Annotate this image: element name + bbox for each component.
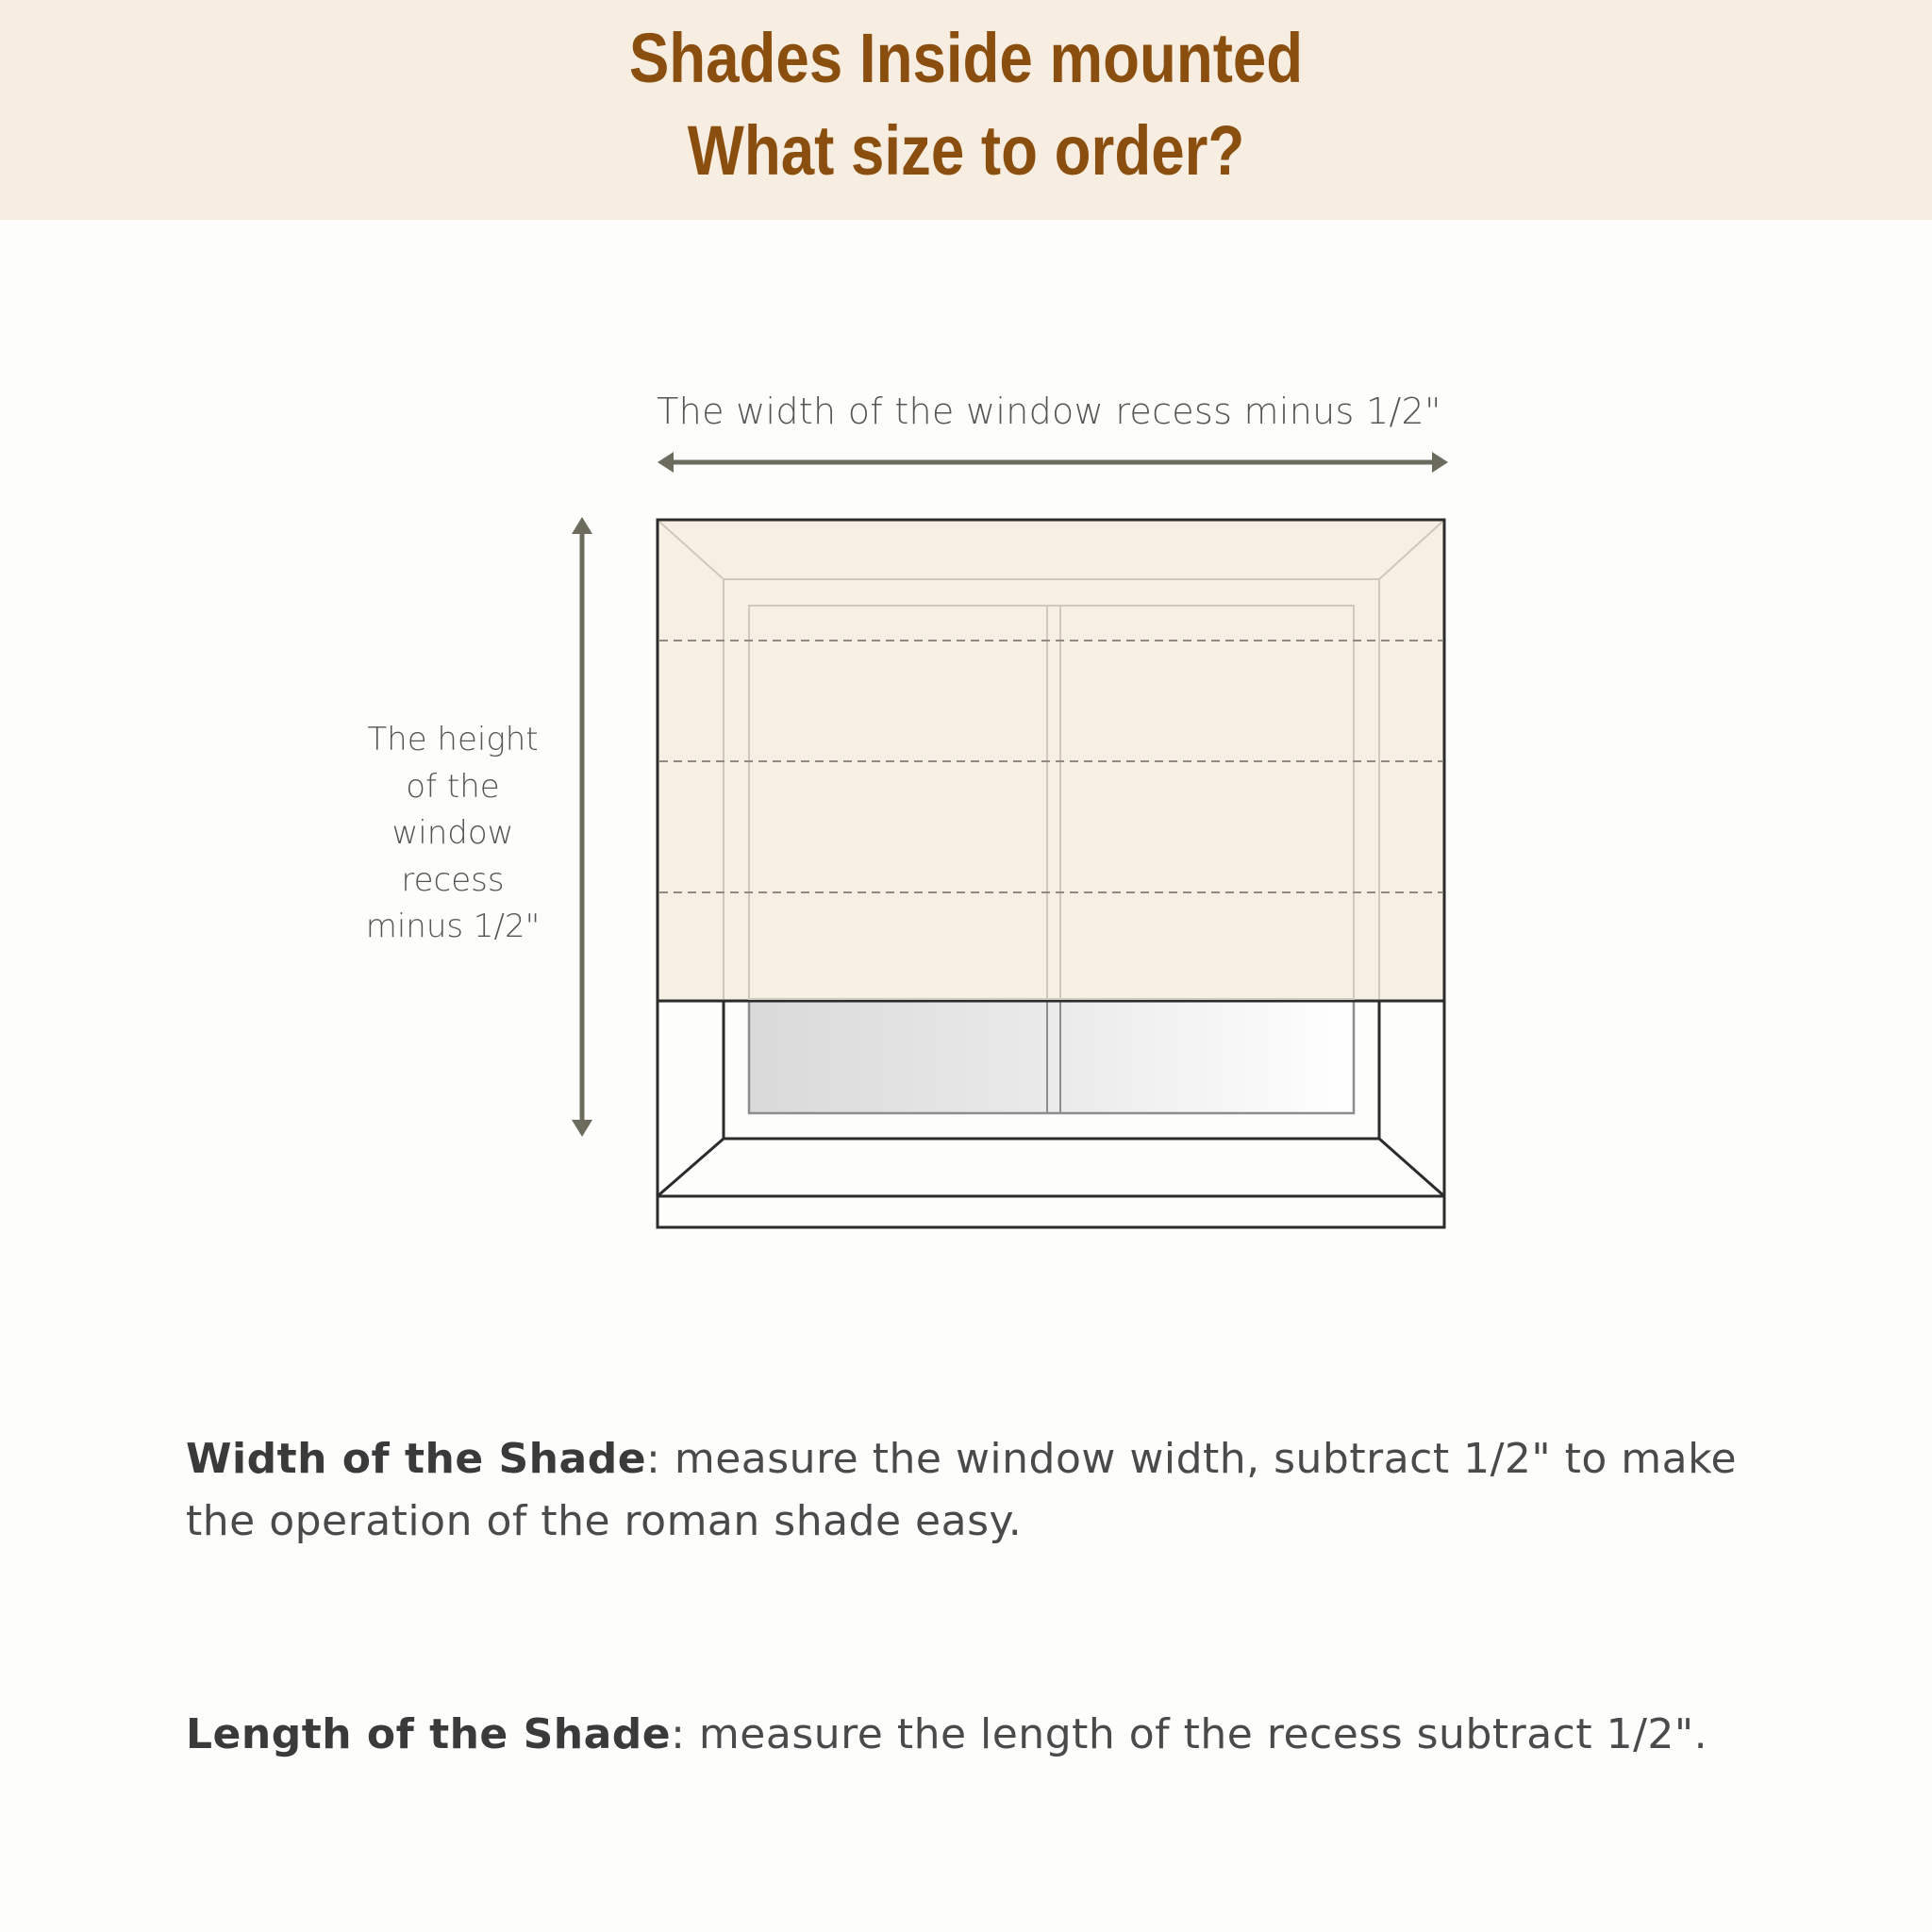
height-label-line: window (391, 814, 514, 852)
height-label-line: of the (406, 767, 500, 806)
page-title-line-1: Shades Inside mounted (628, 19, 1304, 97)
height-label-line: recess (401, 860, 505, 899)
length-instruction (186, 1704, 1790, 1766)
page-title-line-2: What size to order? (687, 111, 1245, 190)
height-label-line: The height (367, 721, 539, 758)
width-instruction (186, 1428, 1790, 1553)
length-instruction-term: Length of the Shade (186, 1710, 672, 1758)
window-glass (749, 1000, 1354, 1113)
width-instruction-text: : measure the window width, subtract 1/2" to make the operation of the roman shade easy. (186, 1435, 1738, 1545)
height-arrow (572, 517, 592, 1137)
roman-shade (658, 520, 1444, 1001)
height-label-line: minus 1/2" (365, 908, 541, 945)
window-sill (658, 1139, 1444, 1227)
width-instruction-term: Width of the Shade (186, 1435, 647, 1483)
height-dimension-label (335, 717, 571, 951)
width-dimension-label: The width of the window recess minus 1/2" (657, 391, 1441, 432)
width-arrow (658, 452, 1448, 473)
length-instruction-text: : measure the length of the recess subtract 1/2". (671, 1710, 1708, 1758)
